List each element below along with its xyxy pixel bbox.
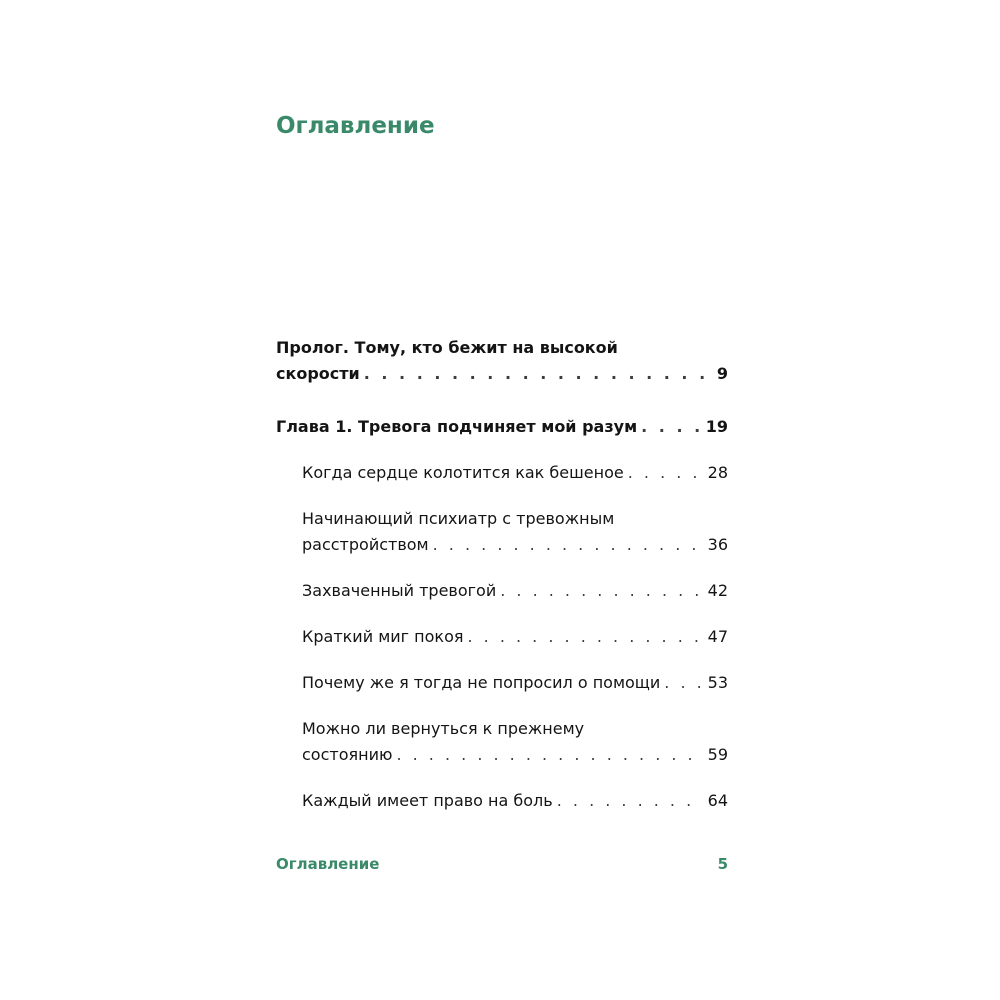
toc-entry-section-1[interactable] <box>302 460 728 486</box>
toc-page-number: 64 <box>707 791 728 810</box>
toc-entry-title: Когда сердце колотится как бешеное <box>302 463 624 482</box>
running-footer-title: Оглавление <box>276 855 380 873</box>
dot-leader <box>433 532 702 558</box>
toc-entry-title: Начинающий психиатр с тревожным <box>302 509 615 528</box>
toc-entry-section-3[interactable] <box>302 578 728 604</box>
toc-entry-title: Глава 1. Тревога подчиняет мой разум <box>276 417 638 436</box>
toc-entry-title: Почему же я тогда не попросил о помощи <box>302 673 661 692</box>
toc-entry-title: Каждый имеет право на боль <box>302 791 553 810</box>
dot-leader <box>628 460 702 486</box>
toc-page-number: 19 <box>705 417 728 436</box>
dot-leader <box>467 624 701 650</box>
toc-page-number: 42 <box>707 581 728 600</box>
toc-page-number: 28 <box>707 463 728 482</box>
toc-page-number: 59 <box>707 745 728 764</box>
toc-entry-section-4[interactable] <box>302 624 728 650</box>
toc-entry-section-2[interactable] <box>302 506 728 558</box>
toc-entry-prologue[interactable] <box>276 335 728 387</box>
toc-entry-title: Захваченный тревогой <box>302 581 497 600</box>
page-number: 5 <box>717 855 728 873</box>
toc-entry-title: Можно ли вернуться к прежнему <box>302 719 585 738</box>
dot-leader <box>664 670 701 696</box>
table-of-contents <box>276 335 728 814</box>
dot-leader <box>641 414 700 440</box>
toc-entry-section-5[interactable] <box>302 670 728 696</box>
page-title: Оглавление <box>276 113 435 139</box>
toc-page-number: 47 <box>707 627 728 646</box>
toc-entry-title: Пролог. Тому, кто бежит на высокой <box>276 338 618 357</box>
toc-page-number: 9 <box>716 364 728 383</box>
dot-leader <box>557 788 702 814</box>
toc-entry-chapter-1[interactable] <box>276 414 728 440</box>
toc-entry-title: Краткий миг покоя <box>302 627 464 646</box>
toc-entry-section-6[interactable] <box>302 716 728 768</box>
dot-leader <box>500 578 701 604</box>
toc-entry-section-7[interactable] <box>302 788 728 814</box>
toc-entry-title-continued: расстройством <box>302 535 429 554</box>
toc-entry-title-continued: скорости <box>276 364 360 383</box>
dot-leader <box>396 742 701 768</box>
toc-entry-title-continued: состоянию <box>302 745 393 764</box>
toc-page-number: 36 <box>707 535 728 554</box>
toc-page-number: 53 <box>707 673 728 692</box>
dot-leader <box>364 361 711 387</box>
